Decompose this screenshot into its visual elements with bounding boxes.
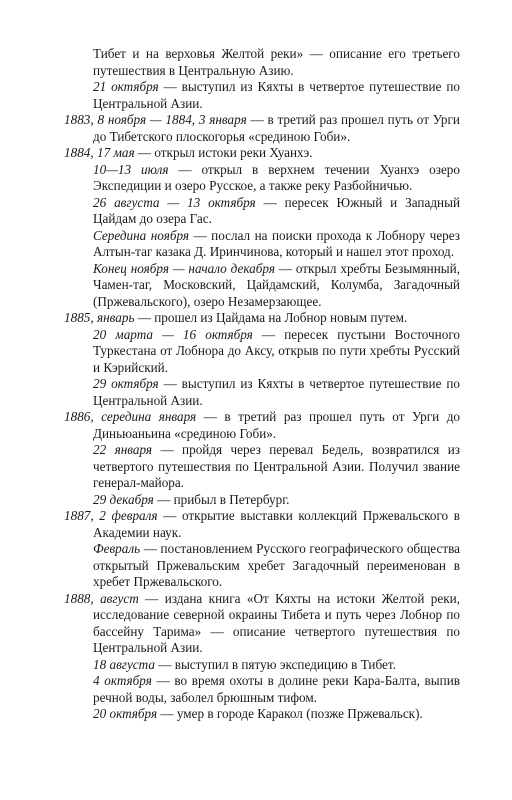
entry-text: — послал на поиски прохода к Лобнору через Алтын-таг казака Д. Иринчинова, который и нашел этот проход. [93, 227, 460, 259]
entry-date: 22 января [93, 442, 153, 457]
entry-text: — пересек пустыни Восточного Туркестана от Лобнора до Аксу, открыв по пути хребты Русский и Кэрийский. [93, 326, 460, 375]
entry-text: — открытие выставки коллекций Пржевальского в Академии наук. [93, 508, 460, 540]
chronology-year-entry [64, 145, 460, 162]
entry-text: — выступил из Кяхты в четвертое путешествие по Центральной Азии. [93, 376, 460, 408]
entry-date: 26 августа — 13 октября [93, 194, 256, 210]
entry-text: — открыл в верхнем течении Хуанхэ озеро Экспедиции и озеро Русское, а также реку Разбойничью. [93, 161, 460, 193]
entry-text: — постановлением Русского географического общества открытый Пржевальским хребет Загадочный переименован в хребет Пржевальского. [93, 541, 460, 589]
document-page [64, 46, 460, 723]
entry-date: 18 августа [93, 656, 155, 672]
entry-date: 1885, январь [64, 310, 135, 325]
chronology-entry [64, 673, 460, 706]
chronology-entry [64, 657, 460, 674]
entry-date: 29 октября [93, 376, 159, 391]
entry-date: 20 октября [93, 706, 158, 721]
entry-text: — выступил из Кяхты в четвертое путешествие по Центральной Азии. [93, 79, 460, 111]
entry-text: — умер в городе Каракол (позже Пржевальск). [157, 706, 423, 721]
chronology-year-entry [64, 409, 460, 442]
entry-date: 1886, середина января [64, 409, 197, 424]
chronology-entry [64, 228, 460, 261]
entry-date: 4 октября [93, 673, 152, 688]
chronology-entry [64, 327, 460, 377]
entry-date: 21 октября [93, 79, 159, 94]
chronology-entry [64, 261, 460, 311]
entry-text: — открыл хребты Безымянный, Чамен-таг, Московский, Цайдамский, Колумба, Загадочный (Пржевальского), озеро Незамерзающее. [93, 260, 460, 309]
entry-date: 1883, 8 ноября — 1884, 3 января [64, 112, 247, 127]
entry-date: Середина ноября [93, 227, 190, 243]
entry-text: — в третий раз прошел путь от Урги до Диньюаньина «срединою Гоби». [93, 409, 460, 441]
entry-text: — пройдя через перевал Бедель, возвратился из четвертого путешествия по Центральной Азии. Получил звание генерал-майора. [93, 442, 460, 490]
chronology-entry [64, 442, 460, 492]
chronology-year-entry [64, 591, 460, 657]
chronology-entry [64, 706, 460, 723]
entry-text: — в третий раз прошел путь от Урги до Тибетского плоскогорья «срединою Гоби». [93, 112, 460, 144]
chronology-entry [64, 195, 460, 228]
entry-date: Конец ноября — начало декабря [93, 260, 275, 276]
entry-date: 1887, 2 февраля [64, 508, 158, 523]
entry-text: — во время охоты в долине реки Кара-Балта, выпив речной воды, заболел брюшным тифом. [93, 673, 460, 705]
chronology-entry [64, 46, 460, 79]
entry-date: Февраль [93, 541, 141, 556]
chronology-entry [64, 79, 460, 112]
entry-text: Тибет и на верховья Желтой реки» — описание его третьего путешествия в Центральную Азию. [93, 46, 460, 78]
chronology-entry [64, 376, 460, 409]
chronology-year-entry [64, 508, 460, 541]
chronology-entry [64, 492, 460, 509]
entry-text: — издана книга «От Кяхты на истоки Желтой реки, исследование северной окраины Тибета и путь через Лобнор по бассейну Тарима» — описание четвертого путешествия по Центральной Азии. [93, 590, 460, 655]
chronology-entry [64, 541, 460, 591]
entry-text: — открыл истоки реки Хуанхэ. [134, 145, 313, 160]
chronology-year-entry [64, 112, 460, 145]
entry-date: 20 марта — 16 октября [93, 326, 253, 342]
entry-date: 10—13 июля [93, 161, 169, 177]
chronology-year-entry [64, 310, 460, 327]
entry-date: 1884, 17 мая [64, 145, 135, 160]
entry-date: 1888, август [64, 590, 139, 606]
entry-text: — пересек Южный и Западный Цайдам до озера Гас. [93, 194, 461, 226]
entry-text: — выступил в пятую экспедицию в Тибет. [154, 656, 396, 672]
entry-text: — прошел из Цайдама на Лобнор новым путем. [134, 310, 408, 325]
entry-text: — прибыл в Петербург. [153, 491, 290, 507]
chronology-entry [64, 162, 460, 195]
entry-date: 29 декабря [93, 491, 154, 507]
